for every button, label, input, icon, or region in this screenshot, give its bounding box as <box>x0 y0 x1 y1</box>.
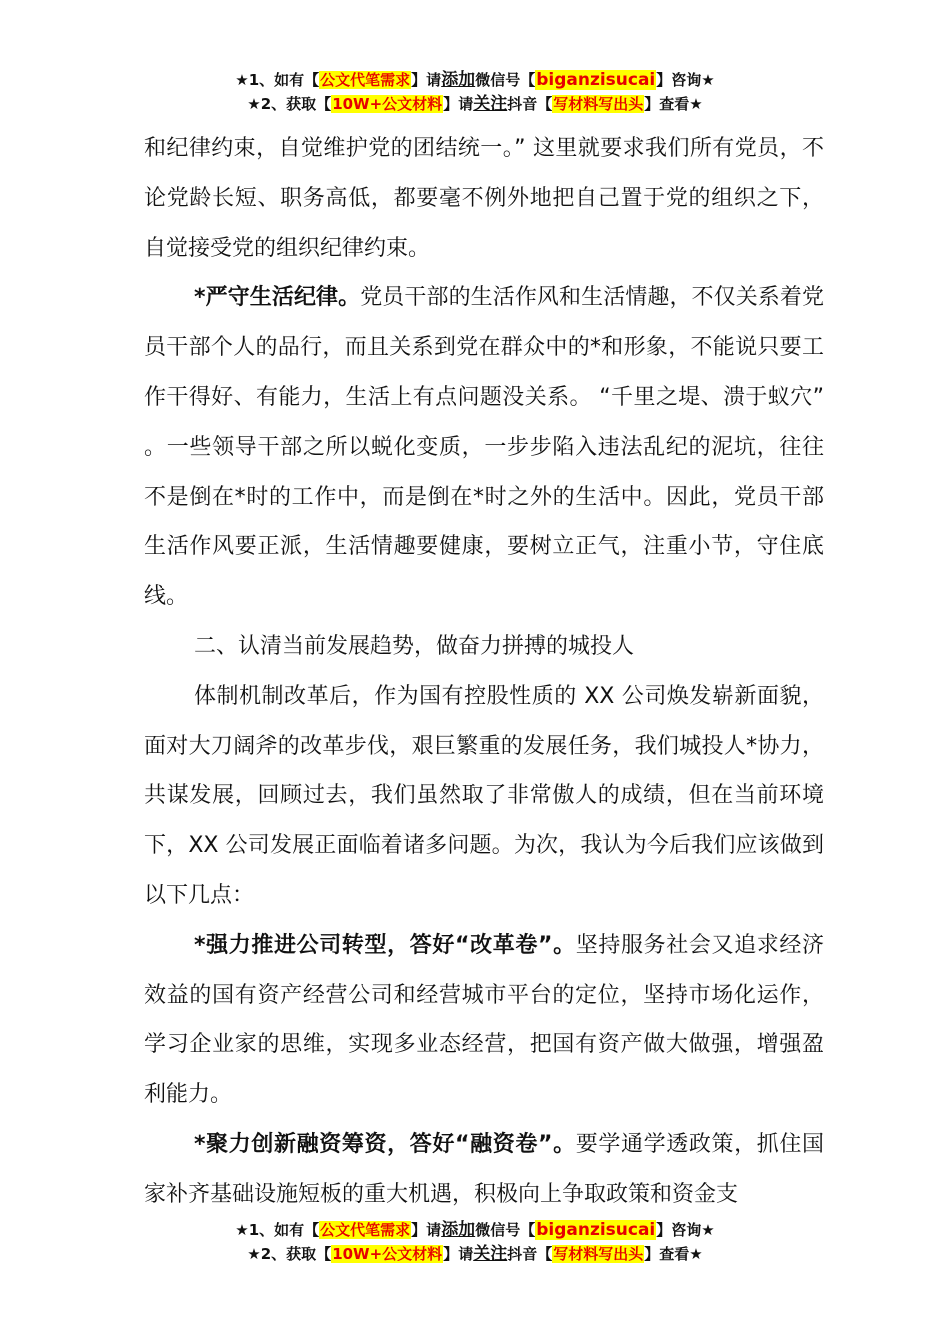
banner-underlined: 添加 <box>441 1220 476 1240</box>
paragraph-lead: *聚力创新融资筹资，答好“融资卷”。 <box>194 1131 576 1157</box>
paragraph-transformation <box>144 921 824 1120</box>
banner-wechat-id: biganzisucai <box>536 1220 656 1240</box>
paragraph-reform <box>144 672 824 921</box>
banner-text: ★1、如有【 <box>235 1221 320 1239</box>
banner-highlight: 10W+公文材料 <box>332 95 443 113</box>
banner-text: 】请 <box>411 1221 442 1239</box>
banner-underlined: 添加 <box>441 70 476 90</box>
banner-text: ★2、获取【 <box>247 95 332 113</box>
banner-highlight: 写材料写出头 <box>553 1245 644 1263</box>
footer-banner <box>0 1218 950 1266</box>
banner-wechat-id: biganzisucai <box>536 70 656 90</box>
paragraph-continuation <box>144 124 824 273</box>
banner-text: 】查看★ <box>644 95 703 113</box>
banner-text: 微信号【 <box>475 1221 536 1239</box>
banner-text: 】请 <box>443 95 474 113</box>
banner-line-2 <box>0 92 950 116</box>
banner-text: 】查看★ <box>644 1245 703 1263</box>
banner-text: 抖音【 <box>507 95 553 113</box>
banner-text: 】请 <box>443 1245 474 1263</box>
paragraph-text: 体制机制改革后，作为国有控股性质的 XX 公司焕发崭新面貌，面对大刀阔斧的改革步伐，艰巨繁重的发展任务，我们城投人*协力，共谋发展，回顾过去，我们虽然取了非常傲人的成绩，但在当前环境下，XX 公司发展正面临着诸多问题。为次，我认为今后我们应该做到以下几点： <box>144 683 824 908</box>
paragraph-text: 要学通学透政策，抓住国家补齐基础设施短板的重大机遇，积极向上争取政策和资金支 <box>144 1131 824 1207</box>
paragraph-text: 党员干部的生活作风和生活情趣，不仅关系着党员干部个人的品行，而且关系到党在群众中的*和形象，不能说只要工作干得好、有能力，生活上有点问题没关系。 “千里之堤、溃于蚁穴” 。一些领导干部之所以蜕化变质，一步步陷入违法乱纪的泥坑，往往不是倒在*时的工作中，而是倒在*时之外的生活中。因此，党员干部生活作风要正派，生活情趣要健康，要树立正气，注重小节，守住底线。 <box>144 285 824 610</box>
banner-highlight: 公文代笔需求 <box>320 71 411 89</box>
paragraph-text: 坚持服务社会又追求经济效益的国有资产经营公司和经营城市平台的定位，坚持市场化运作，学习企业家的思维，实现多业态经营，把国有资产做大做强，增强盈利能力。 <box>144 932 824 1108</box>
banner-text: 】咨询★ <box>656 1221 715 1239</box>
banner-text: 微信号【 <box>475 71 536 89</box>
document-body <box>144 124 824 1220</box>
banner-line-2 <box>0 1242 950 1266</box>
paragraph-financing <box>144 1120 824 1220</box>
banner-highlight: 写材料写出头 <box>553 95 644 113</box>
banner-line-1 <box>0 68 950 92</box>
banner-underlined: 关注 <box>473 94 508 114</box>
heading-text: 二、认清当前发展趋势，做奋力拼搏的城投人 <box>194 633 635 659</box>
banner-text: 抖音【 <box>507 1245 553 1263</box>
banner-highlight: 10W+公文材料 <box>332 1245 443 1263</box>
banner-text: ★2、获取【 <box>247 1245 332 1263</box>
banner-text: 】请 <box>411 71 442 89</box>
banner-text: 】咨询★ <box>656 71 715 89</box>
banner-highlight: 公文代笔需求 <box>320 1221 411 1239</box>
banner-text: ★1、如有【 <box>235 71 320 89</box>
paragraph-life-discipline <box>144 273 824 622</box>
header-banner <box>0 68 950 116</box>
paragraph-lead: *强力推进公司转型，答好“改革卷”。 <box>194 932 576 958</box>
banner-line-1 <box>0 1218 950 1242</box>
banner-underlined: 关注 <box>473 1244 508 1264</box>
paragraph-lead: *严守生活纪律。 <box>194 285 361 311</box>
paragraph-text: 和纪律约束，自觉维护党的团结统一。” 这里就要求我们所有党员，不论党龄长短、职务高低，都要毫不例外地把自己置于党的组织之下，自觉接受党的组织纪律约束。 <box>144 136 824 261</box>
section-heading <box>144 622 824 672</box>
